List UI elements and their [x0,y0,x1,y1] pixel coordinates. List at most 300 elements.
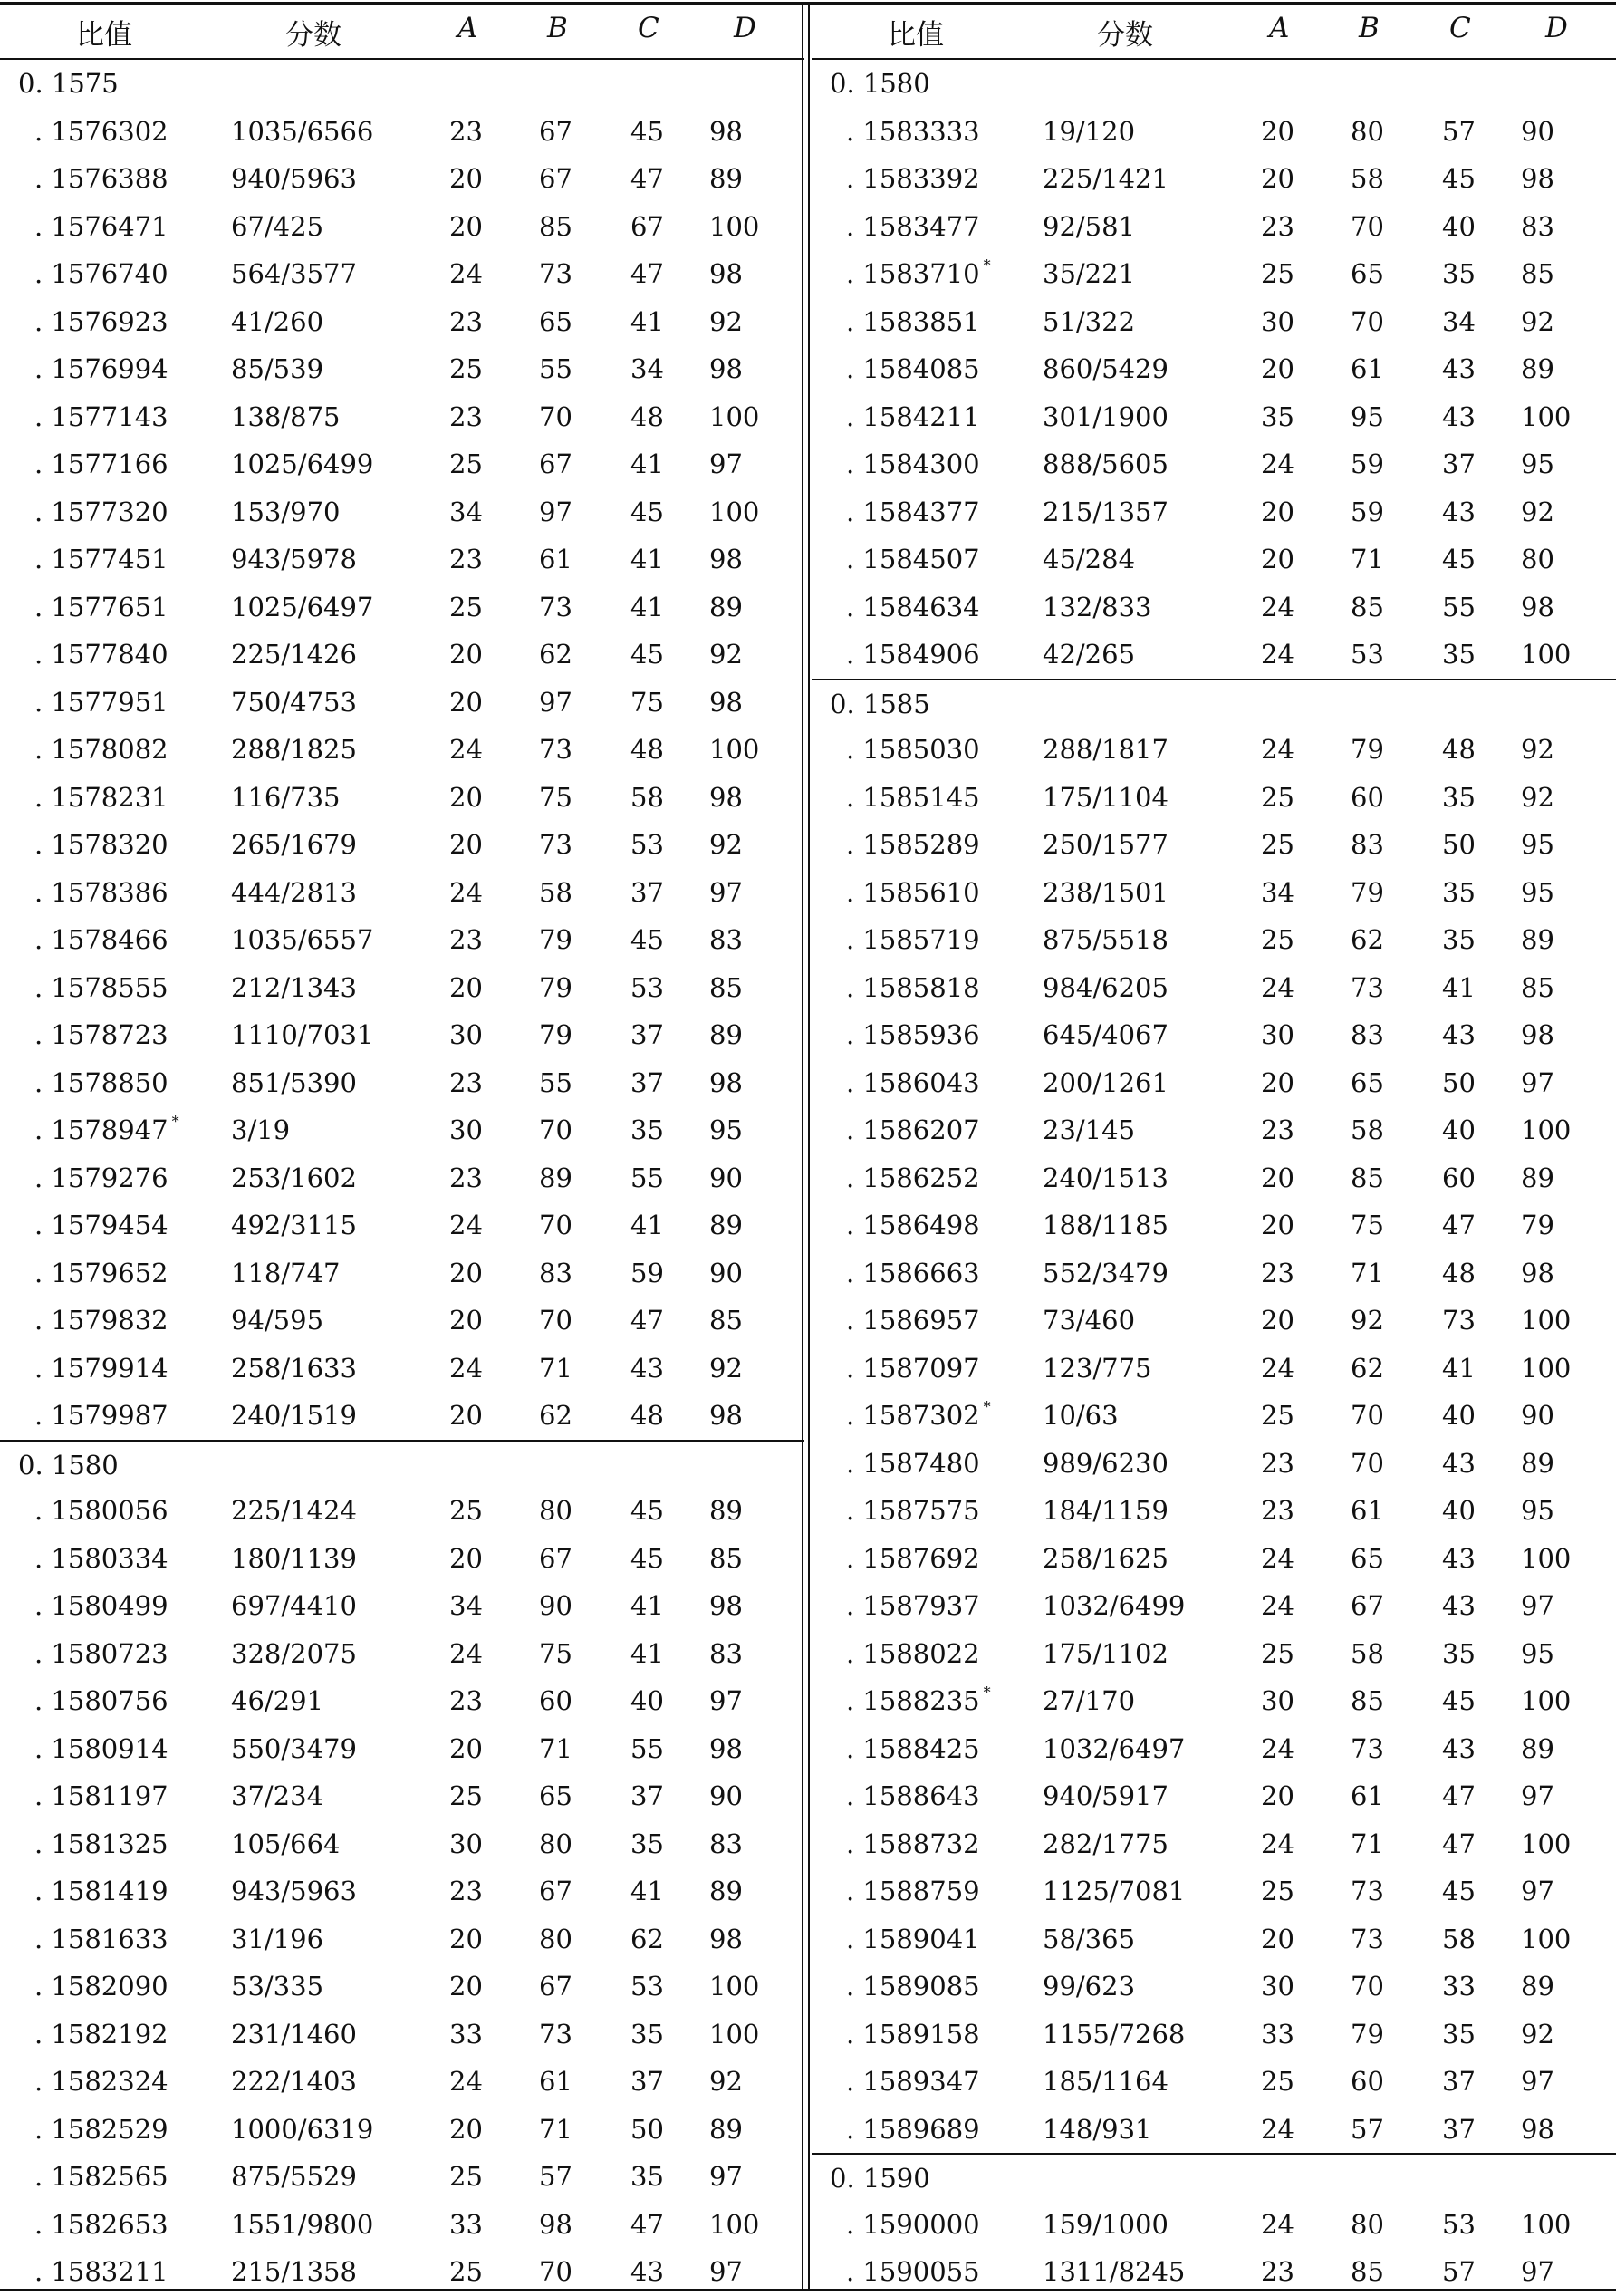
fraction-cell: 37/234 [231,1780,324,1811]
a-cell: 35 [1261,400,1294,432]
b-cell: 98 [539,2208,572,2240]
header-d: D [734,12,756,44]
table-row [812,964,1616,1012]
fraction-cell: 92/581 [1043,210,1136,242]
a-cell: 25 [449,1495,483,1526]
a-cell: 30 [1261,305,1294,337]
b-cell: 75 [1351,1210,1384,1240]
ratio-cell: . 1589158 [846,2018,980,2050]
c-cell: 60 [1442,1162,1476,1193]
fraction-cell: 35/221 [1043,258,1136,289]
d-cell: 89 [1521,1732,1554,1764]
fraction-cell: 1311/8245 [1043,2256,1186,2287]
a-cell: 25 [1261,1637,1294,1669]
fraction-cell: 231/1460 [231,2018,357,2050]
c-cell: 35 [1442,876,1476,908]
c-cell: 35 [1442,639,1476,670]
b-cell: 62 [1351,924,1384,955]
b-cell: 73 [539,2018,572,2050]
fraction-cell: 750/4753 [231,686,357,718]
fraction-cell: 200/1261 [1043,1066,1169,1098]
ratio-cell: . 1576388 [34,163,168,194]
fraction-cell: 148/931 [1043,2113,1152,2145]
fraction-cell: 288/1825 [231,734,357,765]
ratio-cell: . 1585145 [846,781,980,813]
a-cell: 25 [1261,829,1294,860]
a-cell: 33 [1261,2018,1294,2050]
a-cell: 20 [1261,1162,1294,1193]
d-cell: 90 [1521,115,1554,147]
ratio-cell: . 1579914 [34,1352,168,1384]
fraction-cell: 1155/7268 [1043,2018,1186,2050]
a-cell: 25 [1261,258,1294,289]
b-cell: 92 [1351,1305,1384,1336]
a-cell: 34 [449,1590,483,1621]
d-cell: 83 [709,1828,743,1859]
c-cell: 35 [1442,924,1476,955]
a-cell: 20 [449,971,483,1003]
fraction-cell: 943/5963 [231,1876,357,1906]
a-cell: 24 [1261,2208,1294,2240]
a-cell: 23 [449,1162,483,1193]
c-cell: 43 [1442,1019,1476,1050]
d-cell: 83 [709,924,743,955]
d-cell: 100 [709,2018,760,2050]
fraction-cell: 1000/6319 [231,2113,374,2145]
fraction-cell: 875/5529 [231,2161,357,2192]
a-cell: 20 [449,1542,483,1574]
table-row [0,393,804,441]
ratio-cell: . 1581325 [34,1828,168,1859]
ratio-cell: . 1581419 [34,1876,168,1906]
section-heading-row [812,60,1616,108]
ratio-cell: . 1579454 [34,1210,168,1240]
table-row [812,155,1616,203]
b-cell: 83 [539,1257,572,1288]
b-cell: 71 [539,1352,572,1384]
a-cell: 24 [449,2066,483,2097]
a-cell: 23 [1261,1447,1294,1479]
ratio-cell: . 1585936 [846,1019,980,1050]
d-cell: 83 [709,1637,743,1669]
table-row [812,1487,1616,1535]
c-cell: 45 [630,1542,664,1574]
table-row [0,1820,804,1868]
section-heading-row [812,679,1616,727]
d-cell: 95 [1521,1495,1554,1526]
c-cell: 37 [1442,449,1476,479]
ratio-cell: . 1582653 [34,2208,168,2240]
ratio-cell: . 1579276 [34,1162,168,1193]
ratio-cell: . 1577951 [34,686,168,718]
table-row [0,821,804,869]
c-cell: 40 [1442,210,1476,242]
d-cell: 89 [1521,353,1554,384]
a-cell: 20 [449,829,483,860]
ratio-cell: . 1583333 [846,115,980,147]
fraction-cell: 153/970 [231,496,341,527]
fraction-cell: 188/1185 [1043,1210,1169,1240]
a-cell: 20 [1261,1923,1294,1954]
d-cell: 92 [1521,781,1554,813]
d-cell: 98 [709,781,743,813]
c-cell: 53 [630,1971,664,2002]
a-cell: 20 [449,1305,483,1336]
table-row [812,2201,1616,2249]
a-cell: 20 [449,1971,483,2002]
a-cell: 24 [1261,591,1294,622]
table-row [812,298,1616,346]
fraction-cell: 41/260 [231,305,324,337]
c-cell: 45 [1442,544,1476,574]
fraction-cell: 116/735 [231,781,341,813]
d-cell: 100 [709,2208,760,2240]
d-cell: 100 [1521,1352,1572,1384]
b-cell: 62 [539,639,572,670]
c-cell: 33 [1442,1971,1476,2002]
c-cell: 75 [630,686,664,718]
fraction-cell: 1035/6557 [231,924,374,955]
d-cell: 90 [1521,1400,1554,1431]
b-cell: 75 [539,1637,572,1669]
c-cell: 41 [630,1590,664,1621]
b-cell: 70 [539,1114,572,1145]
b-cell: 97 [539,496,572,527]
b-cell: 75 [539,781,572,813]
fraction-cell: 67/425 [231,210,324,242]
table-row [0,1297,804,1345]
table-row [812,1582,1616,1630]
asterisk-mark: * [171,1113,179,1130]
table-row [812,2106,1616,2154]
ratio-cell: . 1577451 [34,544,168,574]
d-cell: 97 [1521,1780,1554,1811]
b-cell: 85 [1351,1685,1384,1716]
c-cell: 45 [630,115,664,147]
table-row [0,631,804,679]
a-cell: 24 [1261,971,1294,1003]
b-cell: 80 [1351,115,1384,147]
b-cell: 58 [539,876,572,908]
fraction-cell: 99/623 [1043,1971,1136,2002]
c-cell: 50 [1442,829,1476,860]
ratio-cell: . 1583211 [34,2256,168,2287]
fraction-cell: 73/460 [1043,1305,1136,1336]
d-cell: 100 [1521,400,1572,432]
a-cell: 20 [449,1732,483,1764]
c-cell: 43 [1442,1732,1476,1764]
d-cell: 95 [1521,1637,1554,1669]
a-cell: 25 [1261,1876,1294,1906]
d-cell: 100 [1521,1923,1572,1954]
ratio-cell: . 1577320 [34,496,168,527]
b-cell: 62 [1351,1352,1384,1384]
fraction-cell: 1032/6497 [1043,1732,1186,1764]
fraction-cell: 492/3115 [231,1210,357,1240]
ratio-cell: . 1590000 [846,2208,980,2240]
d-cell: 98 [709,1590,743,1621]
c-cell: 59 [630,1257,664,1288]
fraction-cell: 943/5978 [231,544,357,574]
ratio-cell: . 1588759 [846,1876,980,1906]
ratio-cell: . 1589085 [846,1971,980,2002]
d-cell: 98 [1521,1257,1554,1288]
table-row [0,869,804,917]
d-cell: 100 [1521,1685,1572,1716]
d-cell: 95 [1521,449,1554,479]
a-cell: 25 [449,1780,483,1811]
b-cell: 55 [539,353,572,384]
header-c: C [1449,12,1471,44]
d-cell: 80 [1521,544,1554,574]
b-cell: 61 [1351,1780,1384,1811]
a-cell: 25 [449,2161,483,2192]
fraction-cell: 85/539 [231,353,324,384]
c-cell: 35 [1442,2018,1476,2050]
fraction-cell: 1125/7081 [1043,1876,1186,1906]
d-cell: 89 [1521,1447,1554,1479]
a-cell: 20 [1261,1780,1294,1811]
c-cell: 55 [630,1162,664,1193]
c-cell: 41 [1442,971,1476,1003]
a-cell: 24 [1261,639,1294,670]
c-cell: 53 [630,971,664,1003]
fraction-cell: 240/1513 [1043,1162,1169,1193]
c-cell: 43 [630,2256,664,2287]
ratio-cell: . 1584906 [846,639,980,670]
c-cell: 43 [1442,1590,1476,1621]
header-ratio: 比值 [76,19,132,52]
ratio-cell: . 1583710 * [846,256,991,289]
table-row [0,1154,804,1202]
b-cell: 65 [1351,1066,1384,1098]
b-cell: 62 [539,1400,572,1431]
c-cell: 45 [630,924,664,955]
ratio-cell: . 1580499 [34,1590,168,1621]
section-value: 0. 1585 [830,688,930,719]
a-cell: 23 [449,1685,483,1716]
ratio-cell: . 1588732 [846,1828,980,1859]
c-cell: 45 [630,1495,664,1526]
table-row [812,584,1616,632]
b-cell: 80 [539,1923,572,1954]
ratio-cell: . 1586043 [846,1066,980,1098]
table-row [0,345,804,393]
c-cell: 47 [630,1305,664,1336]
a-cell: 24 [1261,1352,1294,1384]
section-value: 0. 1580 [830,68,930,99]
fraction-cell: 46/291 [231,1685,324,1716]
c-cell: 35 [630,1828,664,1859]
c-cell: 48 [1442,734,1476,765]
ratio-cell: . 1586207 [846,1114,980,1145]
fraction-cell: 45/284 [1043,544,1136,574]
a-cell: 20 [449,2113,483,2145]
a-cell: 30 [449,1019,483,1050]
ratio-cell: . 1585610 [846,876,980,908]
fraction-cell: 645/4067 [1043,1019,1169,1050]
b-cell: 60 [539,1685,572,1716]
d-cell: 89 [709,1876,743,1906]
ratio-cell: . 1578231 [34,781,168,813]
ratio-cell: . 1576302 [34,115,168,147]
a-cell: 24 [1261,1590,1294,1621]
c-cell: 37 [1442,2113,1476,2145]
d-cell: 98 [709,1400,743,1431]
ratio-cell: . 1585818 [846,971,980,1003]
c-cell: 62 [630,1923,664,1954]
header-a: A [1269,12,1290,44]
c-cell: 47 [630,163,664,194]
fraction-cell: 212/1343 [231,971,357,1003]
fraction-cell: 184/1159 [1043,1495,1169,1526]
ratio-cell: . 1579832 [34,1305,168,1336]
ratio-cell: . 1577143 [34,400,168,432]
table-row [812,1535,1616,1583]
b-cell: 73 [1351,1923,1384,1954]
d-cell: 90 [709,1257,743,1288]
d-cell: 97 [1521,2066,1554,2097]
table-row [0,2058,804,2106]
ratio-cell: . 1580334 [34,1542,168,1574]
ratio-cell: . 1576923 [34,305,168,337]
a-cell: 23 [449,1066,483,1098]
c-cell: 35 [630,2161,664,2192]
table-row [812,631,1616,679]
table-row [0,1582,804,1630]
a-cell: 23 [1261,210,1294,242]
ratio-cell: . 1586252 [846,1162,980,1193]
d-cell: 89 [709,1495,743,1526]
fraction-cell: 215/1358 [231,2256,357,2287]
fraction-cell: 301/1900 [1043,400,1169,432]
ratio-cell: . 1580756 [34,1685,168,1716]
table-row [0,535,804,584]
d-cell: 97 [1521,1876,1554,1906]
d-cell: 100 [709,400,760,432]
ratio-cell: . 1580056 [34,1495,168,1526]
table-row [812,1297,1616,1345]
table-row [812,821,1616,869]
ratio-cell: . 1582192 [34,2018,168,2050]
a-cell: 23 [449,544,483,574]
d-cell: 97 [1521,2256,1554,2287]
fraction-cell: 51/322 [1043,305,1136,337]
d-cell: 97 [709,2256,743,2287]
header-b: B [547,12,568,44]
b-cell: 70 [1351,1447,1384,1479]
section-value: 0. 1575 [18,68,119,99]
a-cell: 25 [449,591,483,622]
b-cell: 65 [539,1780,572,1811]
ratio-cell: . 1590055 [846,2256,980,2287]
table-row [0,203,804,251]
table-row [0,488,804,536]
table-row [0,726,804,774]
ratio-cell: . 1586957 [846,1305,980,1336]
b-cell: 67 [539,1971,572,2002]
a-cell: 20 [1261,1305,1294,1336]
section-value: 0. 1580 [18,1449,119,1481]
a-cell: 24 [1261,1732,1294,1764]
right-table-column [812,0,1616,2296]
fraction-cell: 222/1403 [231,2066,357,2097]
section-heading-row [0,1440,804,1488]
ratio-cell: . 1589347 [846,2066,980,2097]
d-cell: 89 [1521,1162,1554,1193]
c-cell: 47 [1442,1210,1476,1240]
d-cell: 98 [709,115,743,147]
table-row [0,2011,804,2059]
ratio-cell: . 1582529 [34,2113,168,2145]
fraction-cell: 1110/7031 [231,1019,374,1050]
d-cell: 83 [1521,210,1554,242]
fraction-cell: 288/1817 [1043,734,1169,765]
b-cell: 71 [1351,1828,1384,1859]
table-row [0,1630,804,1678]
table-row [0,916,804,964]
table-row [0,1915,804,1963]
b-cell: 57 [1351,2113,1384,2145]
c-cell: 43 [1442,400,1476,432]
fraction-cell: 328/2075 [231,1637,357,1669]
b-cell: 53 [1351,639,1384,670]
fraction-cell: 185/1164 [1043,2066,1169,2097]
c-cell: 47 [1442,1780,1476,1811]
c-cell: 41 [630,1637,664,1669]
asterisk-mark: * [983,256,991,274]
table-row [0,1345,804,1393]
fraction-cell: 240/1519 [231,1400,357,1431]
d-cell: 97 [709,449,743,479]
d-cell: 98 [709,1923,743,1954]
a-cell: 20 [1261,496,1294,527]
fraction-cell: 282/1775 [1043,1828,1169,1859]
fraction-cell: 265/1679 [231,829,357,860]
a-cell: 20 [449,686,483,718]
d-cell: 100 [1521,639,1572,670]
header-fraction: 分数 [1097,19,1153,52]
b-cell: 79 [539,1019,572,1050]
ratio-cell: . 1582324 [34,2066,168,2097]
c-cell: 43 [1442,1447,1476,1479]
b-cell: 59 [1351,449,1384,479]
fraction-cell: 860/5429 [1043,353,1169,384]
ratio-cell: . 1576994 [34,353,168,384]
fraction-cell: 53/335 [231,1971,324,2002]
table-row [812,393,1616,441]
d-cell: 92 [1521,496,1554,527]
d-cell: 92 [1521,2018,1554,2050]
b-cell: 67 [1351,1590,1384,1621]
b-cell: 73 [1351,1732,1384,1764]
fraction-cell: 27/170 [1043,1685,1136,1716]
b-cell: 59 [1351,496,1384,527]
fraction-cell: 888/5605 [1043,449,1169,479]
c-cell: 45 [1442,1685,1476,1716]
c-cell: 37 [1442,2066,1476,2097]
ratio-cell: . 1584211 [846,400,980,432]
fraction-cell: 250/1577 [1043,829,1169,860]
table-row [0,1963,804,2011]
a-cell: 24 [449,1210,483,1240]
a-cell: 30 [1261,1019,1294,1050]
a-cell: 24 [1261,2113,1294,2145]
header-c: C [638,12,659,44]
ratio-cell: . 1581197 [34,1780,168,1811]
c-cell: 67 [630,210,664,242]
ratio-cell: . 1577166 [34,449,168,479]
